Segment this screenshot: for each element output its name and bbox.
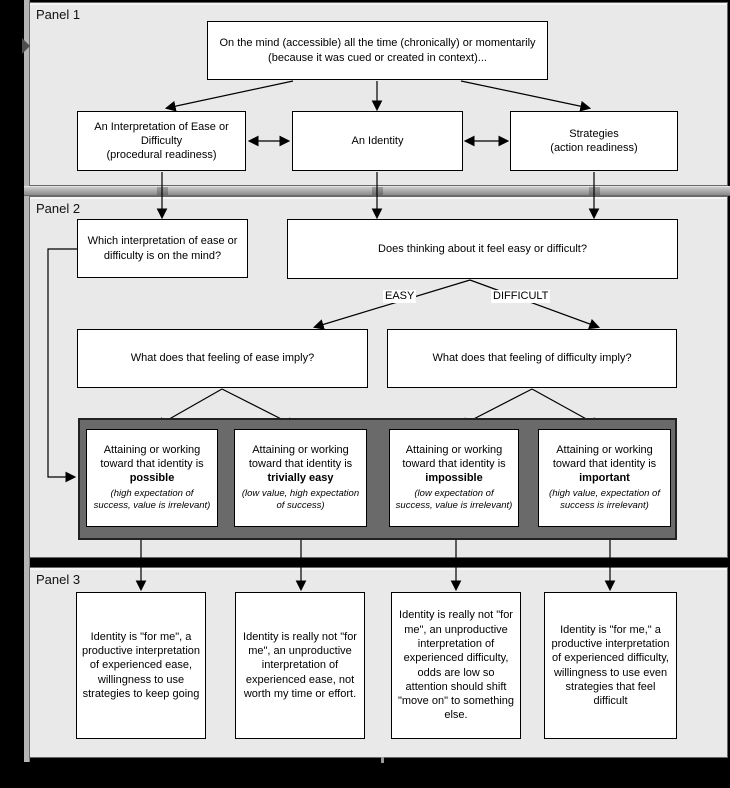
outcome-note: (low expectation of success, value is irrelevant) [395, 487, 513, 512]
conclusion-text: Identity is "for me", a productive interpretation of experienced ease, willingness to use strategies to keep going [82, 630, 201, 700]
identity-box[interactable] [292, 111, 463, 171]
ease-imply-text: What does that feeling of ease imply? [130, 352, 315, 365]
conclusion-text: Identity is "for me," a productive interpretation of experienced difficulty, willingness to use even strategies that feel difficult [551, 623, 670, 708]
outcome-possible-box[interactable] [86, 429, 218, 527]
which-interpretation-box[interactable] [77, 219, 248, 278]
outcome-lead: Attaining or working toward that identity is [100, 443, 204, 471]
panel-2-label: Panel 2 [36, 201, 81, 216]
outcome-trivially-easy-box[interactable] [234, 429, 367, 527]
outcome-impossible-box[interactable] [389, 429, 519, 527]
feel-easy-difficult-box[interactable] [287, 219, 678, 279]
outcome-lead: Attaining or working toward that identity is [552, 443, 657, 471]
conclusion-text: Identity is really not "for me", an unproductive interpretation of experienced difficulty, odds are low so attention should shift "move on" to something else. [397, 609, 515, 722]
on-mind-box[interactable] [207, 21, 548, 80]
interpretation-subtitle: (procedural readiness) [106, 149, 217, 162]
conclusion-difficulty-unproductive-box[interactable] [391, 592, 521, 739]
outcome-keyword: possible [129, 472, 175, 485]
panel-1-label: Panel 1 [36, 7, 81, 22]
difficulty-imply-box[interactable] [387, 329, 677, 388]
on-mind-text: On the mind (accessible) all the time (chronically) or momentarily (because it was cued or created in context)... [219, 37, 536, 64]
outcome-keyword: trivially easy [267, 472, 334, 485]
outcome-lead: Attaining or working toward that identity is [248, 443, 353, 471]
strategies-subtitle: (action readiness) [550, 142, 638, 154]
outcome-important-box[interactable] [538, 429, 671, 527]
outcome-keyword: impossible [425, 472, 483, 485]
interpretation-title: An Interpretation of Ease or Difficulty [94, 120, 229, 147]
edge-chevron-icon[interactable] [22, 38, 30, 54]
outcome-keyword: important [579, 472, 630, 485]
outcome-note: (high value, expectation of success is irrelevant) [549, 487, 660, 512]
interpretation-box[interactable] [77, 111, 246, 171]
which-interpretation-text: Which interpretation of ease or difficulty is on the mind? [87, 235, 238, 262]
conclusion-ease-productive-box[interactable] [76, 592, 206, 739]
panel-3-label: Panel 3 [36, 572, 81, 587]
conclusion-difficulty-productive-box[interactable] [544, 592, 677, 739]
conclusion-ease-unproductive-box[interactable] [235, 592, 365, 739]
conclusion-text: Identity is really not "for me", an unproductive interpretation of experienced ease, not worth my time or effort. [243, 630, 357, 700]
easy-branch-label: EASY [385, 290, 415, 302]
outcome-note: (low value, high expectation of success) [241, 487, 360, 512]
ease-imply-box[interactable] [77, 329, 368, 388]
identity-title: An Identity [351, 134, 404, 147]
difficulty-imply-text: What does that feeling of difficulty imply? [432, 352, 632, 365]
outcome-note: (high expectation of success, value is irrelevant) [93, 487, 211, 512]
difficult-branch-label: DIFFICULT [493, 290, 549, 302]
strategies-title: Strategies [569, 127, 619, 140]
outcome-lead: Attaining or working toward that identity is [402, 443, 506, 471]
strategies-box[interactable] [510, 111, 678, 171]
feel-easy-difficult-text: Does thinking about it feel easy or difficult? [378, 242, 587, 255]
